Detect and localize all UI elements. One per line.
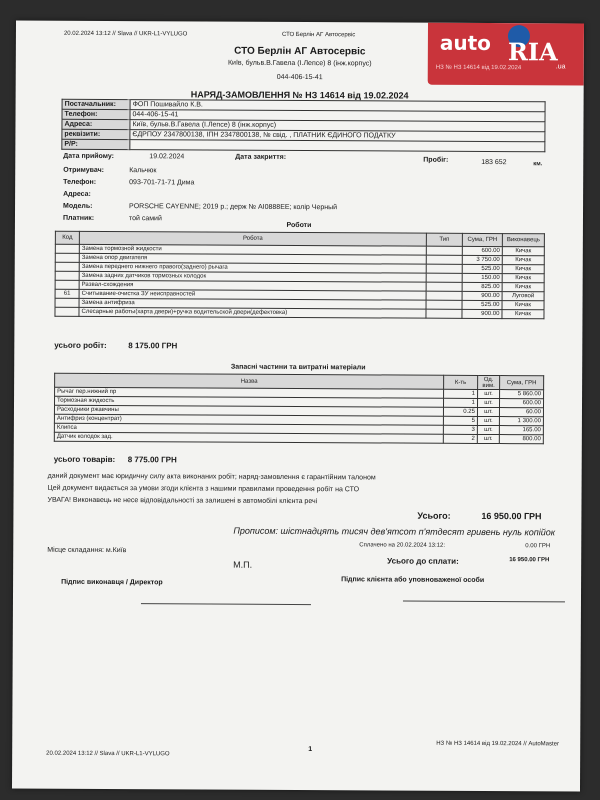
company-address: Київ, бульв.В.Гавела (І.Лепсе) 8 (інж.корпус) — [227, 59, 372, 68]
supplier-value: ФОП Пошивайло К.В. — [130, 100, 545, 112]
supplier-label: реквізити: — [62, 129, 130, 139]
client-label: Отримувач: — [63, 166, 105, 174]
works-sum: 525.00 — [462, 300, 502, 309]
client-label: Платник: — [62, 214, 95, 222]
works-table — [54, 231, 544, 320]
total-in-words: Прописом: шістнадцять тисяч дев'ятсот п'ятдесят гривень нуль копійок — [233, 525, 556, 538]
client-signature-label: Підпис клієнта або уповноваженої особи — [341, 576, 485, 584]
supplier-value — [130, 140, 545, 152]
parts-row — [54, 432, 543, 444]
client-value: той самий — [128, 215, 162, 223]
header-meta-left: 20.02.2024 13:12 // Slava // UKR-L1-VYLUGO — [63, 30, 188, 38]
parts-unit: шт. — [477, 407, 499, 416]
client-label: Адреса: — [63, 190, 91, 198]
executor-signature-line — [141, 603, 311, 605]
accept-date-value: 19.02.2024 — [149, 153, 185, 161]
client-label: Телефон: — [63, 178, 97, 186]
accept-date-label: Дата прийому: — [63, 152, 114, 161]
works-exec: Кичак — [502, 274, 544, 283]
client-value: Кальчюк — [129, 167, 157, 175]
parts-unit: шт. — [477, 416, 499, 425]
parts-unit: шт. — [478, 389, 500, 398]
works-code — [55, 298, 79, 307]
client-value: 093-701-71-71 Дима — [129, 179, 195, 187]
works-sum: 900.00 — [462, 291, 502, 300]
supplier-value: Київ, бульв.В.Гавела (І.Лепсе) 8 (інж.корпус) — [130, 120, 545, 132]
works-name: Развал-схождения — [79, 280, 426, 291]
works-type — [426, 291, 462, 300]
footer-right: НЗ № НЗ 14614 від 19.02.2024 // AutoMaster — [436, 740, 560, 748]
works-name: Считывание-очистка ЗУ неисправностей — [79, 289, 426, 300]
mileage-value: 183 652 — [481, 158, 507, 167]
parts-qty: 1 — [444, 389, 478, 398]
works-name: Замена антифриза — [79, 298, 426, 309]
supplier-label: Телефон: — [62, 109, 130, 119]
works-code — [55, 280, 79, 289]
works-code — [55, 271, 79, 280]
grand-total-label: Усього: — [417, 510, 451, 521]
works-sum: 525.00 — [462, 264, 502, 273]
watermark-ua: .ua — [555, 63, 566, 71]
note-3: УВАГА! Виконавець не несе відповідальності за залишені в автомобілі клієнта речі — [47, 496, 318, 506]
works-exec: Луговой — [502, 292, 544, 301]
works-title: Роботи — [286, 221, 312, 230]
works-col-exec: Виконавець — [502, 234, 544, 247]
works-type — [426, 246, 462, 255]
works-col-type: Тип — [426, 233, 462, 246]
watermark-brand2: RIA — [507, 37, 558, 67]
works-type — [426, 300, 462, 309]
supplier-table — [61, 99, 545, 153]
parts-name: Датчик колодок зад. — [54, 432, 443, 443]
parts-name: Тормозная жидкость — [55, 396, 444, 407]
works-row — [55, 307, 544, 319]
note-2: Цей документ видається за умови згоди клієнта з нашими правилами проведення робіт на СТО — [47, 484, 360, 494]
works-name: Замена переднего нижнего правого(заднего) рычага — [79, 262, 426, 273]
client-signature-line — [403, 601, 565, 603]
paid-value: 0.00 ГРН — [525, 543, 551, 550]
parts-qty: 2 — [443, 434, 477, 443]
place-of-issue: Місце складання: м.Київ — [47, 546, 127, 555]
order-title: НАРЯД-ЗАМОВЛЕННЯ № НЗ 14614 від 19.02.2024 — [190, 89, 409, 101]
mileage-label: Пробіг: — [423, 156, 449, 164]
supplier-label: Р/Р: — [62, 139, 130, 149]
works-code — [55, 307, 79, 316]
works-type — [426, 264, 462, 273]
works-name: Слесарные работы(харта двери)+ручка водительской двери(дефектовка) — [79, 307, 426, 318]
works-col-name: Робота — [79, 231, 426, 246]
parts-sum: 600.00 — [499, 399, 543, 408]
works-name: Замена задних датчиков тормозных колодок — [79, 271, 426, 282]
executor-signature-label: Підпис виконавця / Директор — [61, 578, 163, 587]
parts-col-unit: Од. вим. — [478, 375, 500, 389]
parts-unit: шт. — [477, 425, 499, 434]
note-1: даний документ має юридичну силу акта виконаних робіт; наряд-замовлення є гарантійним талоном — [47, 472, 376, 482]
works-code — [55, 244, 79, 253]
stamp-label: М.П. — [233, 559, 253, 570]
works-sum: 825.00 — [462, 282, 502, 291]
works-code: 61 — [55, 289, 79, 298]
works-exec: Кичак — [502, 247, 544, 256]
works-type — [426, 255, 462, 264]
parts-sum: 1 300.00 — [499, 417, 543, 426]
parts-sum: 60.00 — [499, 408, 543, 417]
parts-qty: 3 — [443, 425, 477, 434]
parts-qty: 0.25 — [443, 407, 477, 416]
works-type — [426, 309, 462, 318]
supplier-row — [62, 139, 545, 152]
works-col-code: Код — [55, 231, 79, 244]
parts-total-label: усього товарів: — [53, 454, 116, 465]
watermark-sub: НЗ № НЗ 14614 від 19.02.2024 — [435, 64, 522, 72]
parts-sum: 5 860.00 — [500, 390, 544, 399]
parts-col-name: Назва — [55, 373, 444, 389]
works-name: Замена тормозной жидкости — [79, 244, 426, 255]
parts-sum: 165.00 — [499, 426, 543, 435]
footer-left: 20.02.2024 13:12 // Slava // UKR-L1-VYLUGO — [46, 750, 170, 758]
close-date-label: Дата закриття: — [235, 153, 287, 161]
works-name: Замена опор двигателя — [79, 253, 426, 264]
due-label: Усього до сплати: — [387, 556, 459, 566]
parts-table — [54, 373, 544, 445]
parts-sum: 800.00 — [499, 435, 543, 444]
client-label: Модель: — [63, 202, 93, 210]
client-value: PORSCHE CAYENNE; 2019 р.; держ № АІ0888ЕЕ; колір Черный — [129, 203, 338, 212]
works-type — [426, 273, 462, 282]
works-exec: Кичак — [502, 256, 544, 265]
works-total-value: 8 175.00 ГРН — [128, 341, 178, 351]
works-code — [55, 262, 79, 271]
works-exec: Кичак — [502, 301, 544, 310]
parts-qty: 5 — [443, 416, 477, 425]
parts-qty: 1 — [443, 398, 477, 407]
parts-unit: шт. — [477, 398, 499, 407]
supplier-value: 044-406-15-41 — [130, 110, 545, 122]
works-sum: 600.00 — [462, 246, 502, 255]
parts-name: Рычаг пер.нижний пр — [55, 387, 444, 398]
works-sum: 900.00 — [462, 309, 502, 318]
works-total-label: усього робіт: — [54, 340, 107, 350]
paid-label: Сплачено на 20.02.2024 13:12: — [359, 542, 446, 549]
works-code — [55, 253, 79, 262]
mileage-unit: км. — [533, 161, 543, 168]
parts-total-value: 8 775.00 ГРН — [127, 455, 177, 465]
due-value: 16 950.00 ГРН — [509, 557, 550, 564]
document-page — [12, 21, 584, 792]
supplier-label: Адреса: — [62, 119, 130, 129]
company-phone: 044-406-15-41 — [276, 73, 323, 82]
works-type — [426, 282, 462, 291]
works-exec: Кичак — [502, 265, 544, 274]
footer-page-number: 1 — [308, 746, 313, 754]
parts-title: Запасні частини та витратні матеріали — [230, 363, 366, 372]
parts-name: Клипса — [54, 423, 443, 434]
parts-col-sum: Сума, ГРН — [500, 376, 544, 390]
company-name: СТО Берлін АГ Автосервіс — [234, 45, 366, 58]
parts-unit: шт. — [477, 434, 499, 443]
works-sum: 150.00 — [462, 273, 502, 282]
supplier-label: Постачальник: — [62, 99, 130, 109]
watermark-brand: auto — [439, 30, 492, 56]
grand-total-value: 16 950.00 ГРН — [481, 510, 542, 522]
works-col-sum: Сума, ГРН — [462, 233, 502, 246]
parts-col-qty: К-ть — [444, 375, 478, 389]
works-sum: 3 750.00 — [462, 255, 502, 264]
parts-name: Расходники ржавчины — [54, 405, 443, 416]
works-exec: Кичак — [502, 283, 544, 292]
works-exec: Кичак — [502, 310, 544, 319]
header-meta-right: СТО Берлін АГ Автосервіс — [281, 31, 356, 39]
supplier-value: ЄДРПОУ 2347800138, ІПН 2347800138, № свід. , ПЛАТНИК ЄДИНОГО ПОДАТКУ — [130, 130, 545, 142]
parts-name: Антифриз (концентрат) — [54, 414, 443, 425]
